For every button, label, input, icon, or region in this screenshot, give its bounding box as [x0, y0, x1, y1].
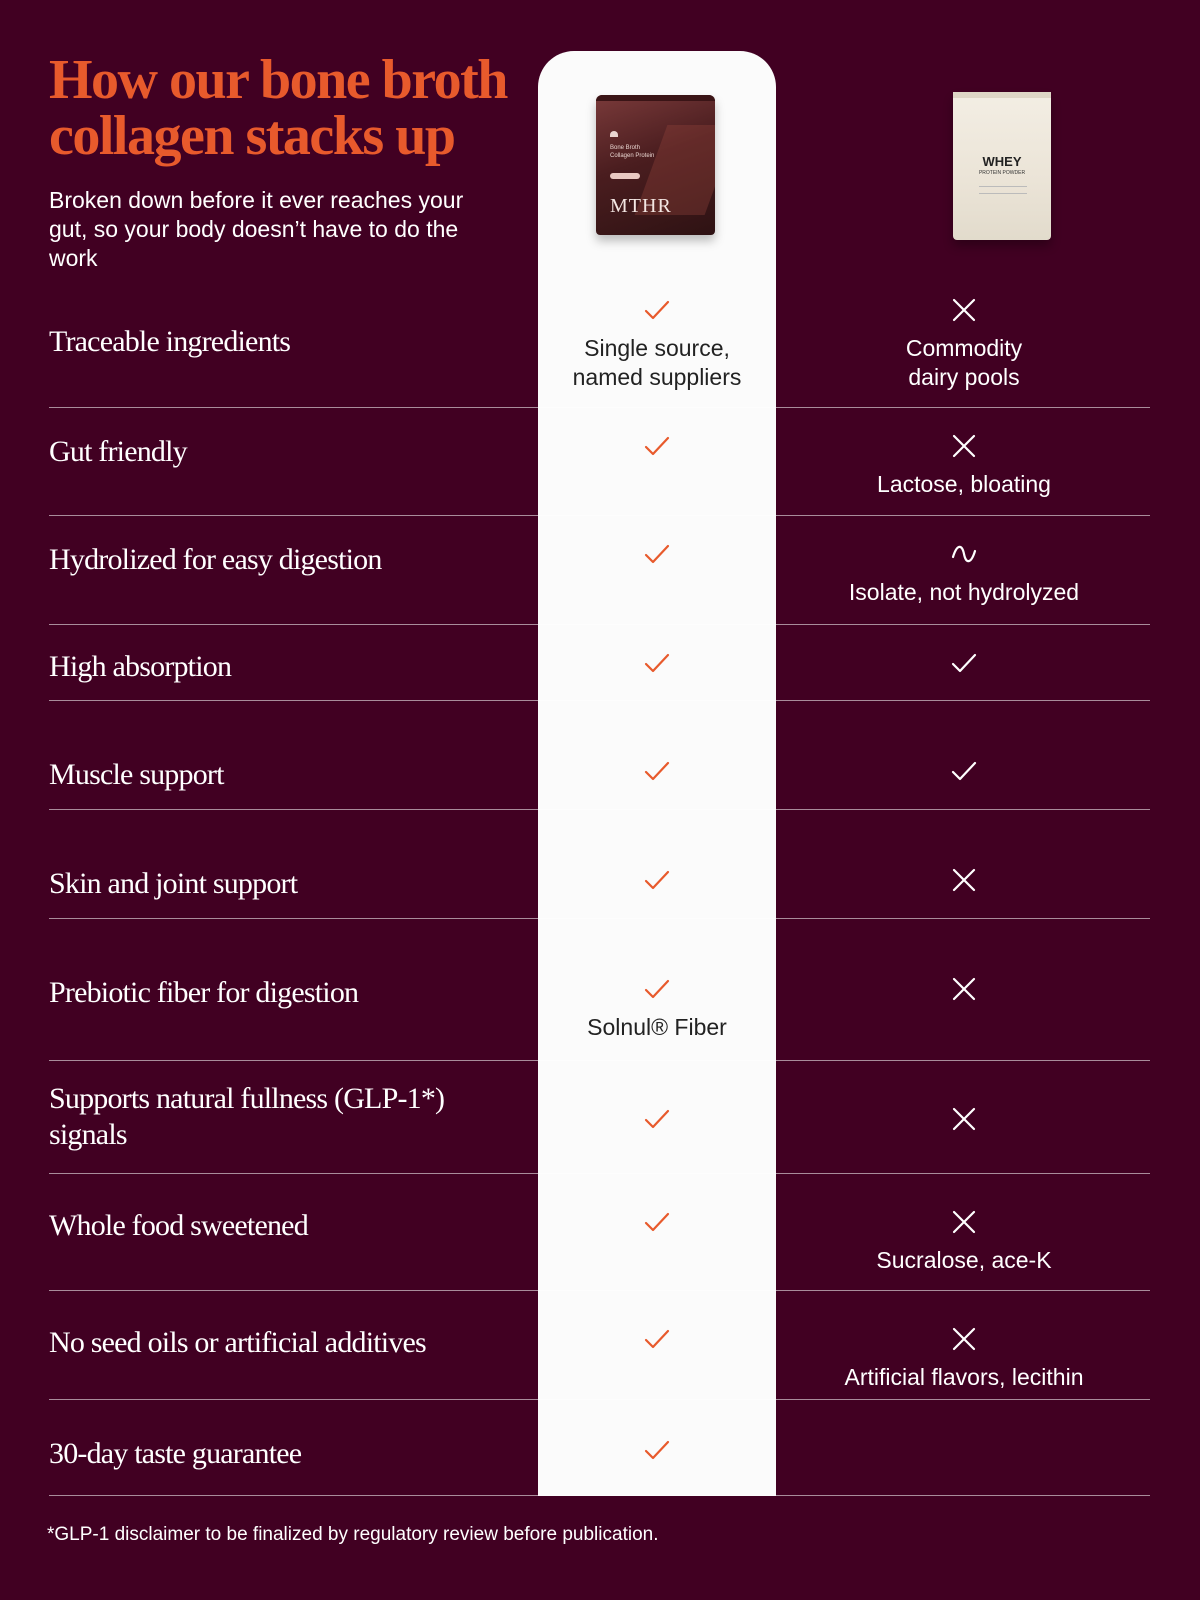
row-label: Prebiotic fiber for digestion — [49, 976, 359, 1009]
whey-note: Lactose, bloating — [877, 471, 1051, 497]
table-row — [49, 919, 1150, 1061]
whey-cell — [778, 1208, 1150, 1275]
row-label: Supports natural fullness (GLP-1*) signals — [49, 1082, 445, 1151]
whey-cell — [778, 432, 1150, 499]
mthr-cell — [538, 1208, 776, 1236]
title-line-1: How our bone broth — [49, 49, 507, 111]
check-icon — [643, 1105, 671, 1133]
whey-cell — [778, 1105, 1150, 1133]
mthr-cell — [538, 975, 776, 1042]
header — [49, 49, 519, 273]
row-divider — [49, 1495, 1150, 1496]
check-icon — [643, 757, 671, 785]
mthr-note: Single source, named suppliers — [572, 335, 742, 390]
whey-brand: WHEY — [982, 154, 1022, 169]
x-icon — [950, 1325, 978, 1353]
mthr-bag-text-1: Bone Broth — [610, 145, 641, 151]
table-row — [49, 810, 1150, 919]
row-label: High absorption — [49, 650, 232, 683]
check-icon — [643, 1436, 671, 1464]
check-icon — [643, 866, 671, 894]
whey-cell — [778, 757, 1150, 785]
row-label: Traceable ingredients — [49, 325, 291, 358]
check-icon — [643, 540, 671, 568]
x-icon — [950, 432, 978, 460]
check-icon — [643, 975, 671, 1003]
whey-note: Isolate, not hydrolyzed — [848, 579, 1080, 605]
mthr-cell — [538, 757, 776, 785]
mthr-cell — [538, 1436, 776, 1464]
check-icon — [950, 649, 978, 677]
footnote: *GLP-1 disclaimer to be finalized by regulatory review before publication. — [47, 1524, 659, 1545]
table-row — [49, 284, 1150, 408]
mthr-cell — [538, 432, 776, 460]
x-icon — [950, 1105, 978, 1133]
whey-product-image — [953, 92, 1051, 240]
whey-note: Commodity dairy pools — [905, 335, 1023, 390]
row-label: Skin and joint support — [49, 867, 298, 900]
mthr-brand: MTHR — [610, 195, 672, 217]
row-label: 30-day taste guarantee — [49, 1437, 302, 1470]
mthr-bag-text-2: Collagen Protein — [610, 153, 655, 159]
whey-cell — [778, 975, 1150, 1003]
mthr-cell — [538, 296, 776, 392]
mthr-cell — [538, 1105, 776, 1133]
title-line-2: collagen stacks up — [49, 105, 455, 167]
table-row — [49, 625, 1150, 701]
row-label: Whole food sweetened — [49, 1209, 308, 1242]
x-icon — [950, 1208, 978, 1236]
check-icon — [643, 1325, 671, 1353]
mthr-cell — [538, 1325, 776, 1353]
page-title — [49, 49, 519, 167]
check-icon — [643, 1208, 671, 1236]
mthr-note: Solnul® Fiber — [587, 1014, 727, 1040]
mthr-cell — [538, 649, 776, 677]
row-label: Muscle support — [49, 758, 224, 791]
table-row — [49, 408, 1150, 516]
check-icon — [950, 757, 978, 785]
table-row — [49, 701, 1150, 810]
whey-bag-text: PROTEIN POWDER — [978, 170, 1026, 176]
table-row — [49, 1061, 1150, 1174]
table-row — [49, 1400, 1150, 1496]
x-icon — [950, 866, 978, 894]
mthr-product-image — [596, 95, 715, 235]
page-subtitle: Broken down before it ever reaches your gut, so your body doesn’t have to do the work — [49, 187, 464, 271]
mthr-cell — [538, 866, 776, 894]
check-icon — [643, 649, 671, 677]
x-icon — [950, 975, 978, 1003]
whey-note: Artificial flavors, lecithin — [844, 1364, 1084, 1390]
table-row — [49, 1174, 1150, 1291]
x-icon — [950, 296, 978, 324]
check-icon — [643, 296, 671, 324]
whey-note: Sucralose, ace-K — [876, 1247, 1052, 1273]
table-row — [49, 516, 1150, 625]
row-label: Gut friendly — [49, 435, 187, 468]
check-icon — [643, 432, 671, 460]
mountain-logo-icon — [610, 131, 618, 137]
mthr-cell — [538, 540, 776, 568]
whey-cell — [778, 1325, 1150, 1392]
whey-cell — [778, 649, 1150, 677]
row-label: No seed oils or artificial additives — [49, 1326, 426, 1359]
row-label: Hydrolized for easy digestion — [49, 543, 382, 576]
whey-cell — [778, 540, 1150, 607]
whey-cell — [778, 866, 1150, 894]
tilde-icon — [950, 540, 978, 568]
table-row — [49, 1291, 1150, 1400]
whey-cell — [778, 296, 1150, 392]
